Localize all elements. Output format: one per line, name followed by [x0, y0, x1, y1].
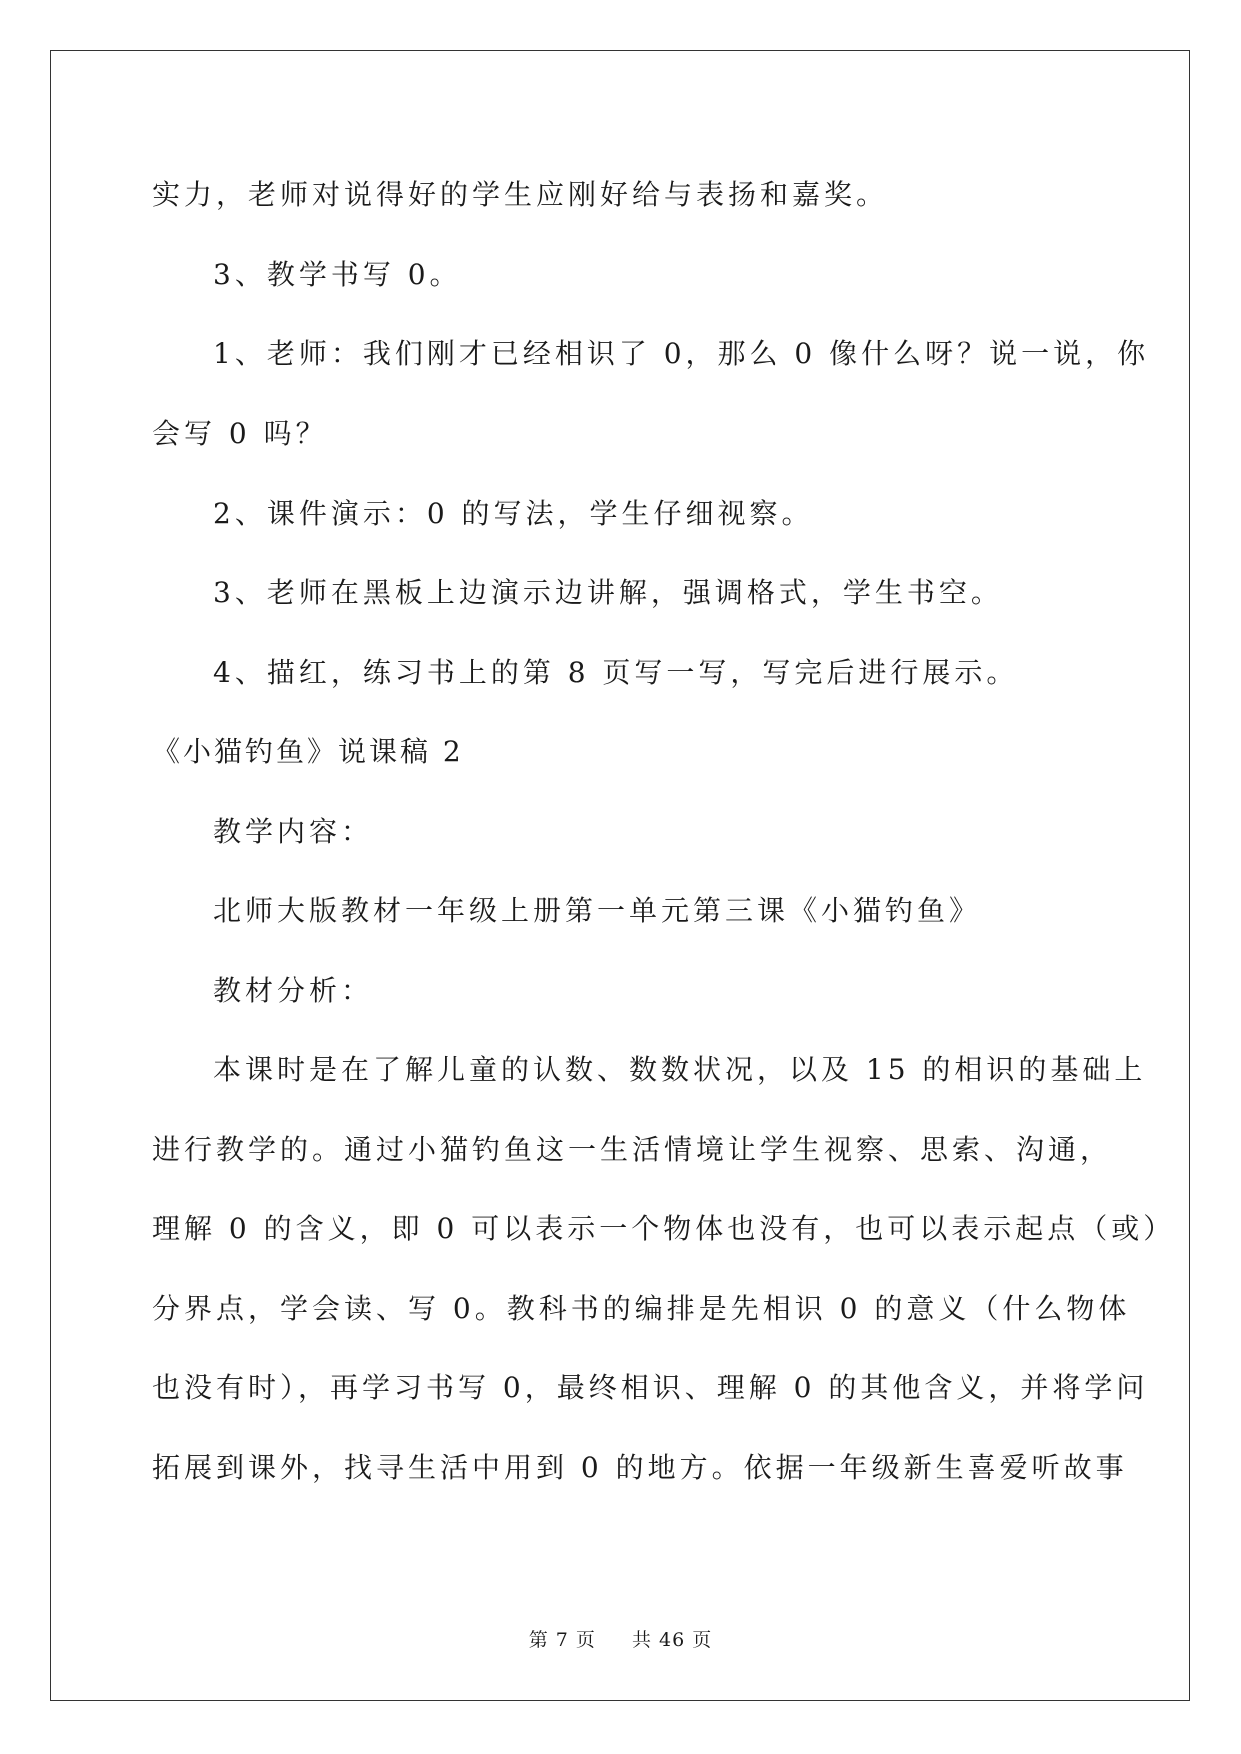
paragraph-line: 本课时是在了解儿童的认数、数数状况，以及 15 的相识的基础上 [213, 1053, 1147, 1086]
paragraph-line: 拓展到课外，找寻生活中用到 0 的地方。依据一年级新生喜爱听故事 [152, 1451, 1128, 1484]
paragraph-line: 实力，老师对说得好的学生应刚好给与表扬和嘉奖。 [152, 178, 889, 211]
paragraph-line: 分界点，学会读、写 0。教科书的编排是先相识 0 的意义（什么物体 [152, 1292, 1131, 1325]
paragraph-line: 会写 0 吗？ [152, 417, 328, 450]
paragraph-line: 1、老师：我们刚才已经相识了 0，那么 0 像什么呀？说一说，你 [213, 337, 1150, 370]
paragraph-line: 3、老师在黑板上边演示边讲解，强调格式，学生书空。 [213, 576, 1003, 609]
paragraph-line: 北师大版教材一年级上册第一单元第三课《小猫钓鱼》 [213, 894, 982, 927]
page-footer [0, 1628, 1241, 1652]
section-heading: 《小猫钓鱼》说课稿 2 [152, 735, 464, 768]
paragraph-line: 也没有时），再学习书写 0，最终相识、理解 0 的其他含义，并将学问 [152, 1371, 1149, 1404]
page-total: 共 46 页 [632, 1629, 713, 1651]
paragraph-line: 理解 0 的含义，即 0 可以表示一个物体也没有，也可以表示起点（或） [152, 1212, 1176, 1245]
paragraph-line: 进行教学的。通过小猫钓鱼这一生活情境让学生视察、思索、沟通， [152, 1133, 1113, 1166]
paragraph-line: 教学内容： [213, 815, 374, 848]
page-number: 第 7 页 [528, 1629, 596, 1651]
paragraph-line: 教材分析： [213, 974, 374, 1007]
paragraph-line: 3、教学书写 0。 [213, 258, 462, 291]
paragraph-line: 4、描红，练习书上的第 8 页写一写，写完后进行展示。 [213, 656, 1019, 689]
paragraph-line: 2、课件演示：0 的写法，学生仔细视察。 [213, 497, 814, 530]
